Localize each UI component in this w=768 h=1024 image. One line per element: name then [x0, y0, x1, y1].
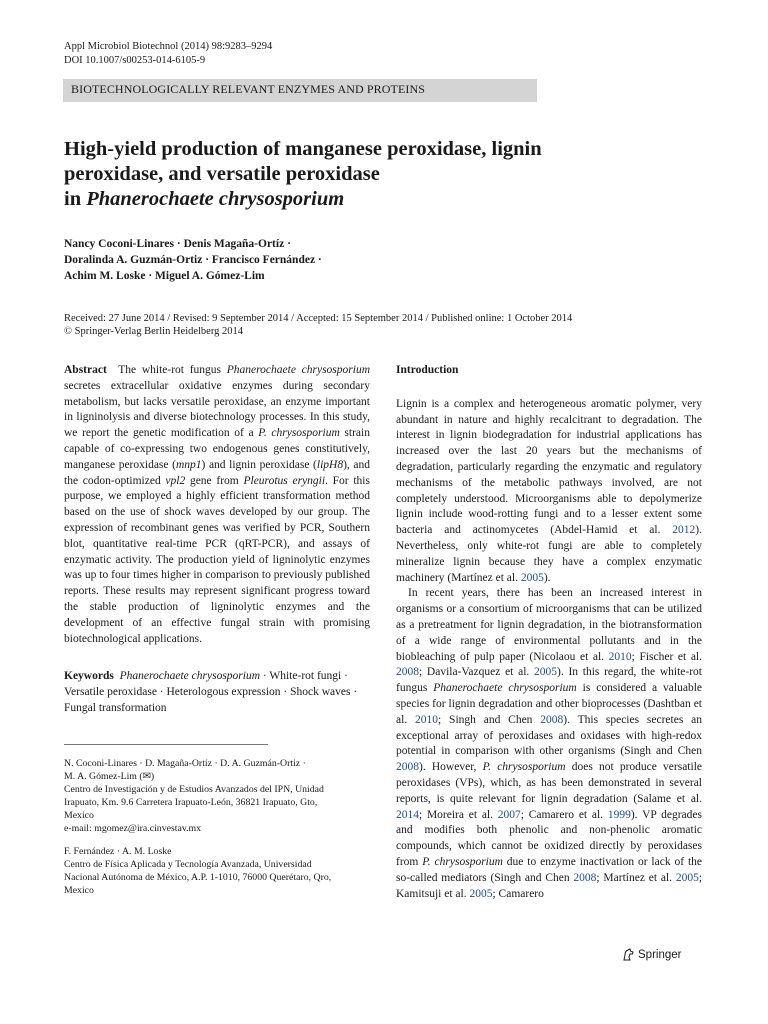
citation-link[interactable]: 1999 [607, 808, 631, 821]
author-line: Doralinda A. Guzmán-Ortiz · Francisco Fernández · [64, 254, 322, 266]
citation-link[interactable]: 2005 [469, 887, 493, 900]
journal-meta [64, 40, 272, 68]
publisher-name: Springer [638, 949, 682, 961]
affiliation-names: N. Coconi-Linares · D. Magaña-Ortíz · D. A. Guzmán-Ortiz · [64, 757, 306, 769]
article-title [64, 137, 664, 212]
title-line: peroxidase, and versatile peroxidase [64, 163, 380, 185]
publisher-logo [622, 948, 681, 962]
citation-link[interactable]: 2012 [672, 524, 696, 537]
citation-link[interactable]: 2005 [675, 871, 699, 884]
citation-link[interactable]: 2014 [396, 808, 419, 821]
citation-link[interactable]: 2005 [520, 571, 544, 584]
keywords-label: Keywords [64, 670, 114, 683]
author-line: Achim M. Loske · Miguel A. Gómez-Lim [64, 270, 265, 282]
paragraph: Lignin is a complex and heterogeneous aromatic polymer, very abundant in nature and highly recalcitrant to degradation. The interest in lignin biodegradation for industrial applications has increased over the last 20 years but the mechanisms of degradation, particularly regarding the enzymatic and regulatory mechanisms of the metabolic pathways involved, are not completely understood. Microorganisms able to depolymerize lignin include wood-rotting fungi and to a lesser extent some bacteria and actinomycetes (Abdel-Hamid et al. 2012). Nevertheless, only white-rot fungi are able to completely mineralize lignin because they have a complex enzymatic machinery (Martínez et al. 2005). [396, 397, 702, 584]
affiliation-names: M. A. Gómez-Lim (✉) [64, 770, 155, 782]
right-column [396, 363, 702, 902]
abstract-label: Abstract [64, 364, 107, 376]
citation-link[interactable]: 2008 [396, 666, 419, 679]
left-column [64, 363, 370, 897]
author-line: Nancy Coconi-Linares · Denis Magaña-Ortíz · [64, 238, 291, 250]
doi: DOI 10.1007/s00253-014-6105-9 [64, 55, 206, 66]
affiliation-institution: Irapuato, Km. 9.6 Carretera Irapuato-León, 36821 Irapuato, Gto, [64, 796, 318, 808]
citation-link[interactable]: 2008 [540, 713, 564, 726]
keywords: Keywords Phanerochaete chrysosporium · White-rot fungi · Versatile peroxidase · Heterologous expression · Shock waves · Fungal transformation [64, 670, 358, 714]
section-heading: Introduction [396, 364, 459, 376]
author-list [64, 236, 664, 284]
copyright: © Springer-Verlag Berlin Heidelberg 2014 [64, 326, 244, 337]
citation-link[interactable]: 2008 [396, 761, 419, 774]
citation-link[interactable]: 2010 [608, 650, 632, 663]
citation-link[interactable]: 2010 [415, 713, 439, 726]
species-name: Phanerochaete chrysosporium [86, 188, 345, 210]
affiliation-names: F. Fernández · A. M. Loske [64, 845, 172, 857]
affiliation-institution: Mexico [64, 809, 94, 821]
affiliation-institution: Centro de Física Aplicada y Tecnología Avanzada, Universidad [64, 858, 312, 870]
affiliation-institution: Nacional Autónoma de México, A.P. 1-1010, 76000 Querétaro, Qro, [64, 871, 332, 883]
dates-line: Received: 27 June 2014 / Revised: 9 September 2014 / Accepted: 15 September 2014 / Published online: 1 October 2014 [64, 313, 573, 324]
affiliations [64, 757, 370, 897]
citation-link[interactable]: 2005 [534, 666, 558, 679]
springer-horse-icon [622, 948, 635, 961]
citation-link[interactable]: 2007 [497, 808, 521, 821]
footnote-divider [64, 744, 268, 745]
publication-dates [64, 312, 714, 338]
title-line: in Phanerochaete chrysosporium [64, 188, 345, 210]
journal-citation: Appl Microbiol Biotechnol (2014) 98:9283–9294 [64, 41, 273, 52]
paragraph: In recent years, there has been an increased interest in organisms or a consortium of microorganisms that can be utilized as a pretreatment for lignin degradation, in the biotransformation of a wide range of environmental pollutants and in the biobleaching of pulp paper (Nicolaou et al. 2010; Fischer et al. 2008; Davila-Vazquez et al. 2005). In this regard, the white-rot fungus Phanerochaete chrysosporium is considered a valuable species for lignin degradation and other bioprocesses (Dashtban et al. 2010; Singh and Chen 2008). This species secretes an exceptional array of peroxidases and oxidases with high-redox potential in comparison with other organisms (Singh and Chen 2008). However, P. chrysosporium does not produce versatile peroxidases (VPs), which, as has been demonstrated in several reports, is quite relevant for lignin degradation (Salame et al. 2014; Moreira et al. 2007; Camarero et al. 1999). VP degrades and modifies both phenolic and non-phenolic aromatic compounds, which cannot be oxidized directly by peroxidases from P. chrysosporium due to enzyme inactivation or lack of the so-called mediators (Singh and Chen 2008; Martínez et al. 2005; Kamitsuji et al. 2005; Camarero [396, 587, 703, 900]
affiliation-institution: Centro de Investigación y de Estudios Avanzados del IPN, Unidad [64, 783, 324, 795]
email-link[interactable]: e-mail: mgomez@ira.cinvestav.mx [64, 822, 202, 834]
section-banner: BIOTECHNOLOGICALLY RELEVANT ENZYMES AND PROTEINS [63, 79, 537, 102]
abstract: Abstract The white-rot fungus Phanerochaete chrysosporium secretes extracellular oxidative enzymes during secondary metabolism, but lacks versatile peroxidase, an enzyme important in ligninolysis and diverse biotechnology processes. In this study, we report the genetic modification of a P. chrysosporium strain capable of co-expressing two endogenous genes constitutively, manganese peroxidase (mnp1) and lignin peroxidase (lipH8), and the codon-optimized vpl2 gene from Pleurotus eryngii. For this purpose, we employed a highly efficient transformation method based on the use of shock waves developed by our group. The expression of recombinant genes was verified by PCR, Southern blot, quantitative real-time PCR (qRT-PCR), and assays of enzymatic activity. The production yield of ligninolytic enzymes was up to four times higher in comparison to previously published reports. These results may represent significant progress toward the stable production of ligninolytic enzymes and the development of an effective fungal strain with promising biotechnological applications. [64, 364, 370, 645]
citation-link[interactable]: 2008 [573, 871, 597, 884]
affiliation-institution: Mexico [64, 884, 94, 896]
title-line: High-yield production of manganese peroxidase, lignin [64, 138, 542, 160]
